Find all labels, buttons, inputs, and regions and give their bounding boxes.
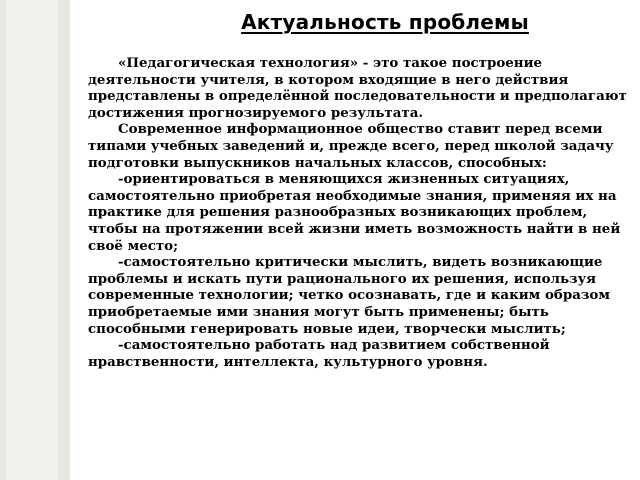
slide-title: Актуальность проблемы (241, 10, 529, 34)
slide-body (88, 55, 628, 370)
decorative-side-band-inner (6, 0, 58, 480)
decorative-side-band (0, 0, 70, 480)
paragraph-item-think: -самостоятельно критически мыслить, видеть возникающие проблемы и искать пути рационального их решения, используя современные технологии; четко осознавать, где и каким образом приобретаемые ими знания могут быть применены; быть способными генерировать новые идеи, творчески мыслить; (88, 254, 610, 337)
paragraph-context: Современное информационное общество ставит перед всеми типами учебных заведений и, прежде всего, перед школой задачу подготовки выпускников начальных классов, способных: (88, 121, 614, 171)
paragraph-item-develop: -самостоятельно работать над развитием собственной нравственности, интеллекта, культурного уровня. (88, 337, 550, 370)
paragraph-definition: «Педагогическая технология» - это такое построение деятельности учителя, в котором входящие в него действия представлены в определённой последовательности и предполагают достижения прогнозируемого результата. (88, 55, 627, 121)
paragraph-item-orient: -ориентироваться в меняющихся жизненных ситуациях, самостоятельно приобретая необходимые знания, применяя их на практике для решения разнообразных возникающих проблем, чтобы на протяжении всей жизни иметь возможность найти в ней своё место; (88, 171, 621, 254)
